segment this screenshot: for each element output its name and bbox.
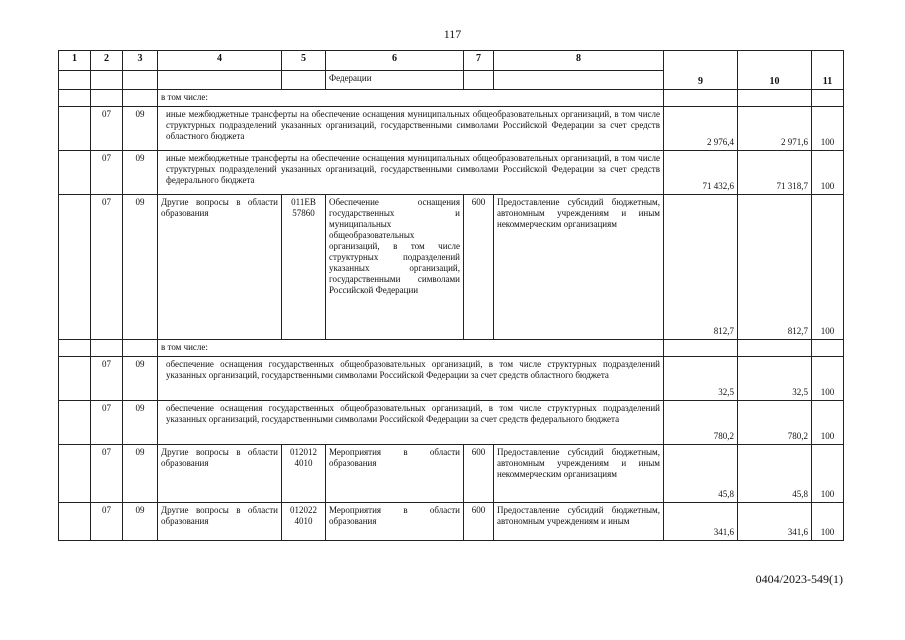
- cell-section-name: Другие вопросы в области образования: [158, 445, 282, 503]
- cell-planned: 780,2: [664, 401, 738, 445]
- header-col-11: 11: [812, 51, 844, 90]
- header-col-8: 8: [494, 51, 664, 71]
- cell-subsection: 09: [123, 151, 158, 195]
- table-row: [59, 357, 844, 401]
- header-col-6: 6: [326, 51, 464, 71]
- cell-subsection: 09: [123, 401, 158, 445]
- cell-percent: 100: [812, 195, 844, 340]
- cell-section: 07: [91, 503, 123, 541]
- cell-expense-name: Предоставление субсидий бюджетным, автономным учреждениям и иным: [494, 503, 664, 541]
- table-row: [59, 503, 844, 541]
- cell-subsection: 09: [123, 195, 158, 340]
- cell-section: 07: [91, 195, 123, 340]
- cell-percent: 100: [812, 503, 844, 541]
- cell-percent: 100: [812, 445, 844, 503]
- cell-target-name: Мероприятия в области образования: [326, 503, 464, 541]
- cell-program-name: Федерации: [326, 71, 464, 90]
- cell-executed: 341,6: [738, 503, 812, 541]
- cell-executed: 812,7: [738, 195, 812, 340]
- cell-target-code: 011ЕВ 57860: [282, 195, 326, 340]
- cell-section-name: Другие вопросы в области образования: [158, 195, 282, 340]
- cell-section: 07: [91, 107, 123, 151]
- table-row: [59, 401, 844, 445]
- cell-percent: 100: [812, 401, 844, 445]
- cell-section: 07: [91, 151, 123, 195]
- page-number: 117: [443, 27, 462, 41]
- cell-subsection: 09: [123, 445, 158, 503]
- header-col-4: 4: [158, 51, 282, 71]
- header-col-2: 2: [91, 51, 123, 71]
- cell-executed: 780,2: [738, 401, 812, 445]
- document-code: 0404/2023-549(1): [755, 572, 843, 586]
- table-row: [59, 340, 844, 357]
- table-row: [59, 445, 844, 503]
- cell-executed: 32,5: [738, 357, 812, 401]
- header-row: [59, 51, 844, 71]
- cell-section: 07: [91, 401, 123, 445]
- cell-description: иные межбюджетные трансферты на обеспечение оснащения муниципальных общеобразовательных организаций, в том числе структурных подразделений указанных организаций, государственными символами Российской Федерации за счет средств федерального бюджета: [158, 151, 664, 195]
- cell-description: обеспечение оснащения государственных общеобразовательных организаций, в том числе структурных подразделений указанных организаций, государственными символами Российской Федерации за счет средств областного бюджета: [158, 357, 664, 401]
- budget-table: [58, 50, 844, 541]
- table-row: [59, 195, 844, 340]
- header-col-3: 3: [123, 51, 158, 71]
- header-col-9: 9: [664, 51, 738, 90]
- cell-executed: 71 318,7: [738, 151, 812, 195]
- cell-planned: 812,7: [664, 195, 738, 340]
- cell-target-name: Обеспечение оснащения государственных и муниципальных общеобразовательных организаций, в том числе структурных подразделений указанных организаций, государственными символами Российской Федерации: [326, 195, 464, 340]
- cell-section-name: Другие вопросы в области образования: [158, 503, 282, 541]
- cell-expense-type: 600: [464, 445, 494, 503]
- cell-target-code: 012012 4010: [282, 445, 326, 503]
- cell-description: обеспечение оснащения государственных общеобразовательных организаций, в том числе структурных подразделений указанных организаций, государственными символами Российской Федерации за счет средств федерального бюджета: [158, 401, 664, 445]
- cell-target-code: 012022 4010: [282, 503, 326, 541]
- cell-planned: 2 976,4: [664, 107, 738, 151]
- cell-section: 07: [91, 445, 123, 503]
- cell-planned: 71 432,6: [664, 151, 738, 195]
- header-col-1: 1: [59, 51, 91, 71]
- cell-planned: 32,5: [664, 357, 738, 401]
- cell-expense-type: 600: [464, 503, 494, 541]
- table-row: [59, 90, 844, 107]
- cell-percent: 100: [812, 151, 844, 195]
- table-row: [59, 107, 844, 151]
- cell-executed: 45,8: [738, 445, 812, 503]
- cell-expense-name: Предоставление субсидий бюджетным, автономным учреждениям и иным некоммерческим организациям: [494, 445, 664, 503]
- table-row: [59, 151, 844, 195]
- cell-planned: 341,6: [664, 503, 738, 541]
- cell-subsection: 09: [123, 107, 158, 151]
- including-label: в том числе:: [158, 340, 664, 357]
- header-col-5: 5: [282, 51, 326, 71]
- cell-subsection: 09: [123, 357, 158, 401]
- header-col-7: 7: [464, 51, 494, 71]
- including-label: в том числе:: [158, 90, 664, 107]
- cell-percent: 100: [812, 107, 844, 151]
- header-col-10: 10: [738, 51, 812, 90]
- cell-expense-type: 600: [464, 195, 494, 340]
- cell-planned: 45,8: [664, 445, 738, 503]
- cell-expense-name: Предоставление субсидий бюджетным, автономным учреждениям и иным некоммерческим организациям: [494, 195, 664, 340]
- cell-subsection: 09: [123, 503, 158, 541]
- cell-executed: 2 971,6: [738, 107, 812, 151]
- cell-description: иные межбюджетные трансферты на обеспечение оснащения муниципальных общеобразовательных организаций, в том числе структурных подразделений указанных организаций, государственными символами Российской Федерации за счет средств областного бюджета: [158, 107, 664, 151]
- cell-percent: 100: [812, 357, 844, 401]
- cell-target-name: Мероприятия в области образования: [326, 445, 464, 503]
- cell-section: 07: [91, 357, 123, 401]
